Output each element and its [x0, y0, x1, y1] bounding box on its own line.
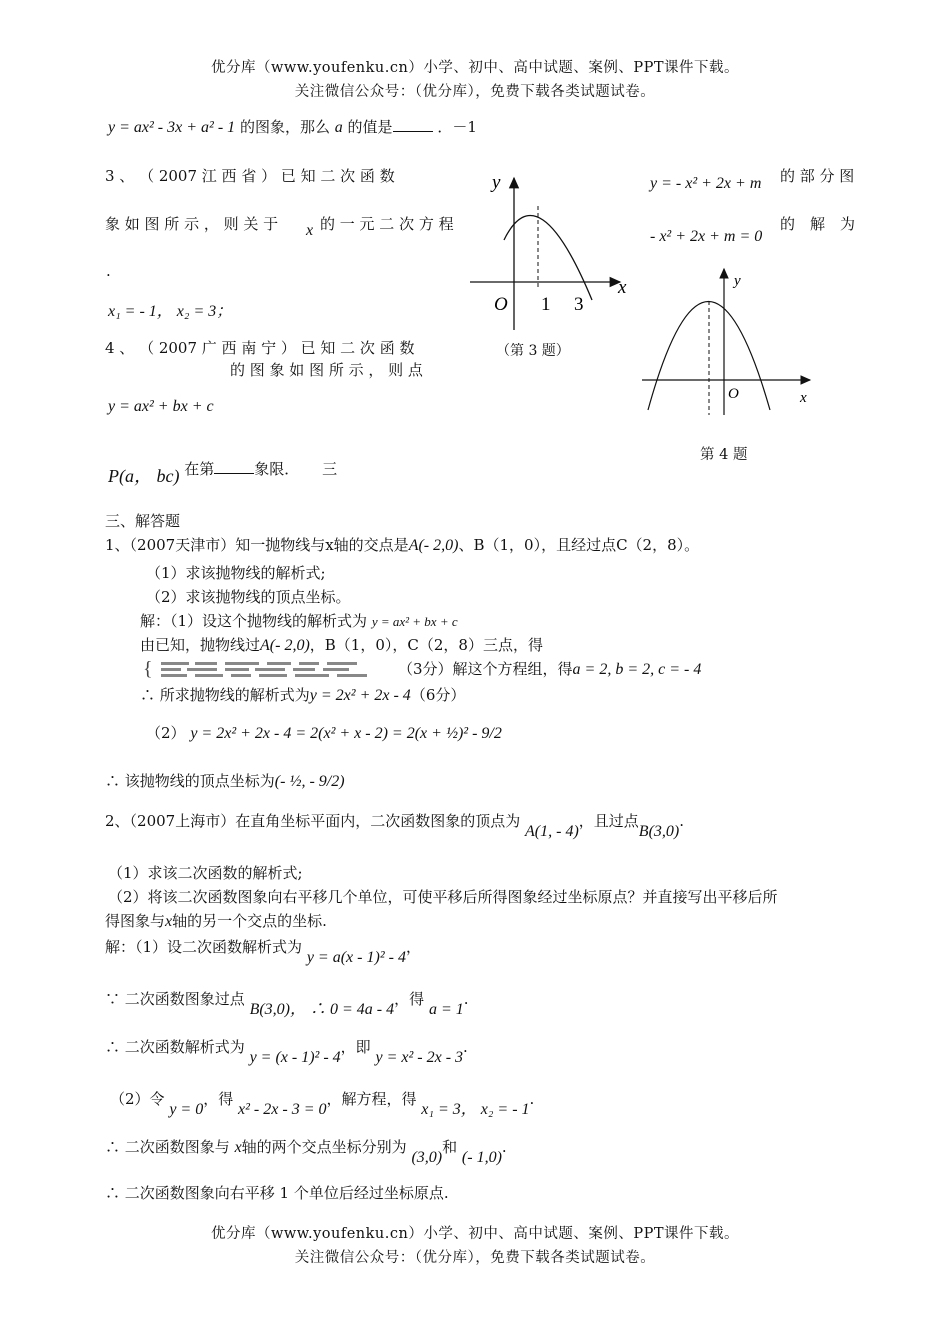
- footer-line-2: 关注微信公众号：（优分库），免费下载各类试题试卷。: [294, 1250, 656, 1266]
- p2-s5-text: ∴ 二次函数图象与: [105, 1138, 230, 1156]
- origin-label: O: [728, 386, 739, 402]
- q4-point: P(a， bc): [108, 466, 180, 486]
- p1-sol5-text: （2）: [146, 724, 186, 742]
- q3-line-1: 3 、 （ 2007 江 西 省 ） 已 知 二 次 函 数: [105, 167, 395, 185]
- q4-line-2: 的 图 象 如 图 所 示 ， 则 点: [230, 361, 423, 379]
- p1-sol4: [140, 684, 465, 705]
- p2-s6: ∴ 二次函数图象向右平移 1 个单位后经过坐标原点.: [105, 1184, 449, 1202]
- p2-q2b-tail: 轴的另一个交点的坐标.: [172, 912, 327, 930]
- q2-text: 的图象，那么: [239, 118, 330, 136]
- figure-4: [640, 265, 825, 415]
- q2-text2: 的值是: [347, 118, 393, 136]
- parabola: [504, 216, 592, 301]
- p2-s1: [105, 936, 421, 966]
- svg-text:{: {: [143, 659, 153, 679]
- p1-sol1-text: 解：（1）设这个抛物线的解析式为: [140, 612, 368, 630]
- q3-formula-1: y = - x² + 2x + m: [650, 175, 762, 192]
- p2-s2-formula-2: a = 1: [428, 1001, 464, 1018]
- p2-s2-text: ∵ 二次函数图象过点: [105, 990, 245, 1008]
- p2-s1-tail: ，: [405, 938, 421, 956]
- x-label: x: [800, 390, 807, 406]
- p1-sol5: [146, 722, 502, 743]
- p1-sol4-formula: y = 2x² + 2x - 4: [309, 687, 411, 704]
- p2-q2a: （2）将该二次函数图象向右平移几个单位，可使平移后所得图象经过坐标原点？并直接写出平移后所: [108, 888, 778, 906]
- q3-dot: .: [106, 262, 111, 280]
- p2-s5-formula: (3,0): [411, 1149, 443, 1166]
- p2-q2b: [105, 910, 327, 931]
- p1-sol6: [105, 770, 345, 791]
- p2-s5-middle-2: 和: [442, 1138, 458, 1156]
- p2-point-a: A(1, - 4): [525, 823, 579, 840]
- p2-intro-text-2: ，且过点: [578, 812, 639, 830]
- q3-formula-2: - x² + 2x + m = 0: [650, 228, 763, 245]
- q4-formula: y = ax² + bx + c: [108, 398, 214, 415]
- q4-text2: 象限．: [254, 460, 300, 478]
- p2-s3: [105, 1036, 468, 1066]
- p1-sol6-text: ∴ 该抛物线的顶点坐标为: [105, 772, 275, 790]
- q4-line-1: 4 、 （ 2007 广 西 南 宁 ） 已 知 二 次 函 数: [105, 339, 415, 357]
- p2-s4-formula: y = 0: [169, 1101, 204, 1118]
- q3-var: x: [306, 222, 314, 239]
- p2-s5-middle: 轴的两个交点坐标分别为: [241, 1138, 407, 1156]
- q2-var: a: [334, 119, 343, 136]
- tick-3: 3: [574, 294, 584, 315]
- p1-point-a: A(- 2,0): [408, 537, 459, 554]
- y-label: y: [734, 273, 741, 289]
- p1-point-a: A(- 2,0): [260, 637, 310, 654]
- q3-line-2-tail: 的 解 为: [780, 215, 856, 233]
- p1-sol1: [140, 610, 458, 631]
- p2-s3-formula: y = (x - 1)² - 4: [249, 1049, 341, 1066]
- p1-sol2: [140, 634, 543, 655]
- q4-text: 在第: [184, 460, 215, 478]
- p2-s2-formula: B(3,0): [249, 1001, 290, 1018]
- origin-label: O: [494, 294, 508, 315]
- answer-blank: [393, 119, 433, 132]
- q3-line-2-mid: 的 一 元 二 次 方 程: [320, 215, 454, 233]
- p1-sol2-text: 由已知，抛物线过: [140, 636, 261, 654]
- section-title: 三、解答题: [105, 512, 181, 530]
- footer-line-1: 优分库（www.youfenku.cn）小学、初中、高中试题、案例、PPT课件下载。: [210, 1226, 740, 1242]
- p2-s5-end: .: [501, 1138, 507, 1156]
- p2-q1: （1）求该二次函数的解析式;: [108, 864, 303, 882]
- answer-blank: [214, 461, 254, 474]
- q3-answer: x₁ = - 1， x₂ = 3；: [108, 303, 233, 320]
- p2-s4-middle-2: ，解方程，得: [326, 1090, 417, 1108]
- q2-formula: y = ax² - 3x + a² - 1: [108, 119, 236, 136]
- p2-s2: [105, 986, 469, 1018]
- p2-s3-text: ∴ 二次函数解析式为: [105, 1038, 245, 1056]
- header-line-1: 优分库（www.youfenku.cn）小学、初中、高中试题、案例、PPT课件下载。: [210, 60, 740, 76]
- p2-s3-middle: ，即: [340, 1038, 371, 1056]
- p2-q2b-var: x: [165, 913, 173, 930]
- q2-answer: ．－1: [437, 118, 477, 136]
- p1-sol4-tail: （6分）: [410, 686, 466, 704]
- header-line-2: 关注微信公众号：（优分库），免费下载各类试题试卷。: [294, 84, 656, 100]
- p2-s4-formula-2: x² - 2x - 3 = 0: [238, 1101, 327, 1118]
- p2-s5: [105, 1136, 507, 1166]
- p1-q2: （2）求该抛物线的顶点坐标。: [146, 588, 351, 606]
- p2-s4-end: .: [529, 1090, 535, 1108]
- p2-intro: [105, 810, 685, 840]
- y-label: y: [492, 172, 501, 193]
- p2-s5-formula-2: (- 1,0): [461, 1149, 502, 1166]
- p2-s3-end: .: [463, 1038, 468, 1056]
- p1-sol3: [398, 658, 701, 679]
- q4-question: [108, 462, 337, 488]
- q3-line-1-tail: 的 部 分 图: [780, 167, 855, 185]
- tick-1: 1: [541, 294, 551, 315]
- p1-sol4-text: ∴ 所求抛物线的解析式为: [140, 686, 310, 704]
- q3-line-2: 象 如 图 所 示 ， 则 关 于: [105, 215, 279, 233]
- q2-tail: [108, 116, 477, 137]
- figure-4-caption: 第 4 题: [700, 447, 748, 463]
- p2-s2-middle: ， ∴ 0 = 4a - 4: [290, 1001, 395, 1018]
- p2-s1-formula: y = a(x - 1)² - 4: [306, 949, 406, 966]
- p1-sol2-text-2: ，B（1，0），C（2，8）三点，得: [309, 636, 543, 654]
- p1-sol3-formula: a = 2, b = 2, c = - 4: [572, 661, 702, 678]
- p2-point-b: B(3,0): [638, 823, 680, 840]
- p1-q1: （1）求该抛物线的解析式;: [146, 564, 326, 582]
- p1-intro-text: 1、（2007天津市）知一抛物线与x轴的交点是: [105, 536, 409, 554]
- p2-intro-text: 2、（2007上海市）在直角坐标平面内，二次函数图象的顶点为: [105, 812, 521, 830]
- p2-s2-end: .: [463, 990, 469, 1008]
- p2-s4-text: （2）令: [110, 1090, 165, 1108]
- p2-s4-middle: ，得: [203, 1090, 234, 1108]
- x-label: x: [618, 277, 627, 298]
- p2-s4-formula-3: x₁ = 3， x₂ = - 1: [421, 1101, 530, 1118]
- equation-system-image: [143, 659, 393, 679]
- p1-sol3-text: （3分）解这个方程组，得: [398, 660, 573, 678]
- figure-3-caption: （第 3 题）: [496, 343, 570, 359]
- p1-intro-text-2: 、B（1，0），且经过点C（2，8）。: [458, 536, 700, 554]
- figure-3: [470, 160, 640, 340]
- p2-s2-tail: ，得: [394, 990, 425, 1008]
- q4-answer: 三: [322, 460, 338, 478]
- p2-intro-end: .: [679, 812, 685, 830]
- p2-s5-var: x: [234, 1139, 242, 1156]
- p1-intro: [105, 534, 699, 555]
- p1-sol5-formula: y = 2x² + 2x - 4 = 2(x² + x - 2) = 2(x + ½)² - 9/2: [190, 725, 502, 742]
- p2-s1-text: 解：（1）设二次函数解析式为: [105, 938, 303, 956]
- p1-sol6-formula: (- ½, - 9/2): [274, 773, 345, 790]
- p1-sol1-formula: y = ax² + bx + c: [371, 614, 458, 629]
- p2-q2b-text: 得图象与: [105, 912, 166, 930]
- p2-s3-formula-2: y = x² - 2x - 3: [375, 1049, 464, 1066]
- p2-s4: [110, 1086, 535, 1118]
